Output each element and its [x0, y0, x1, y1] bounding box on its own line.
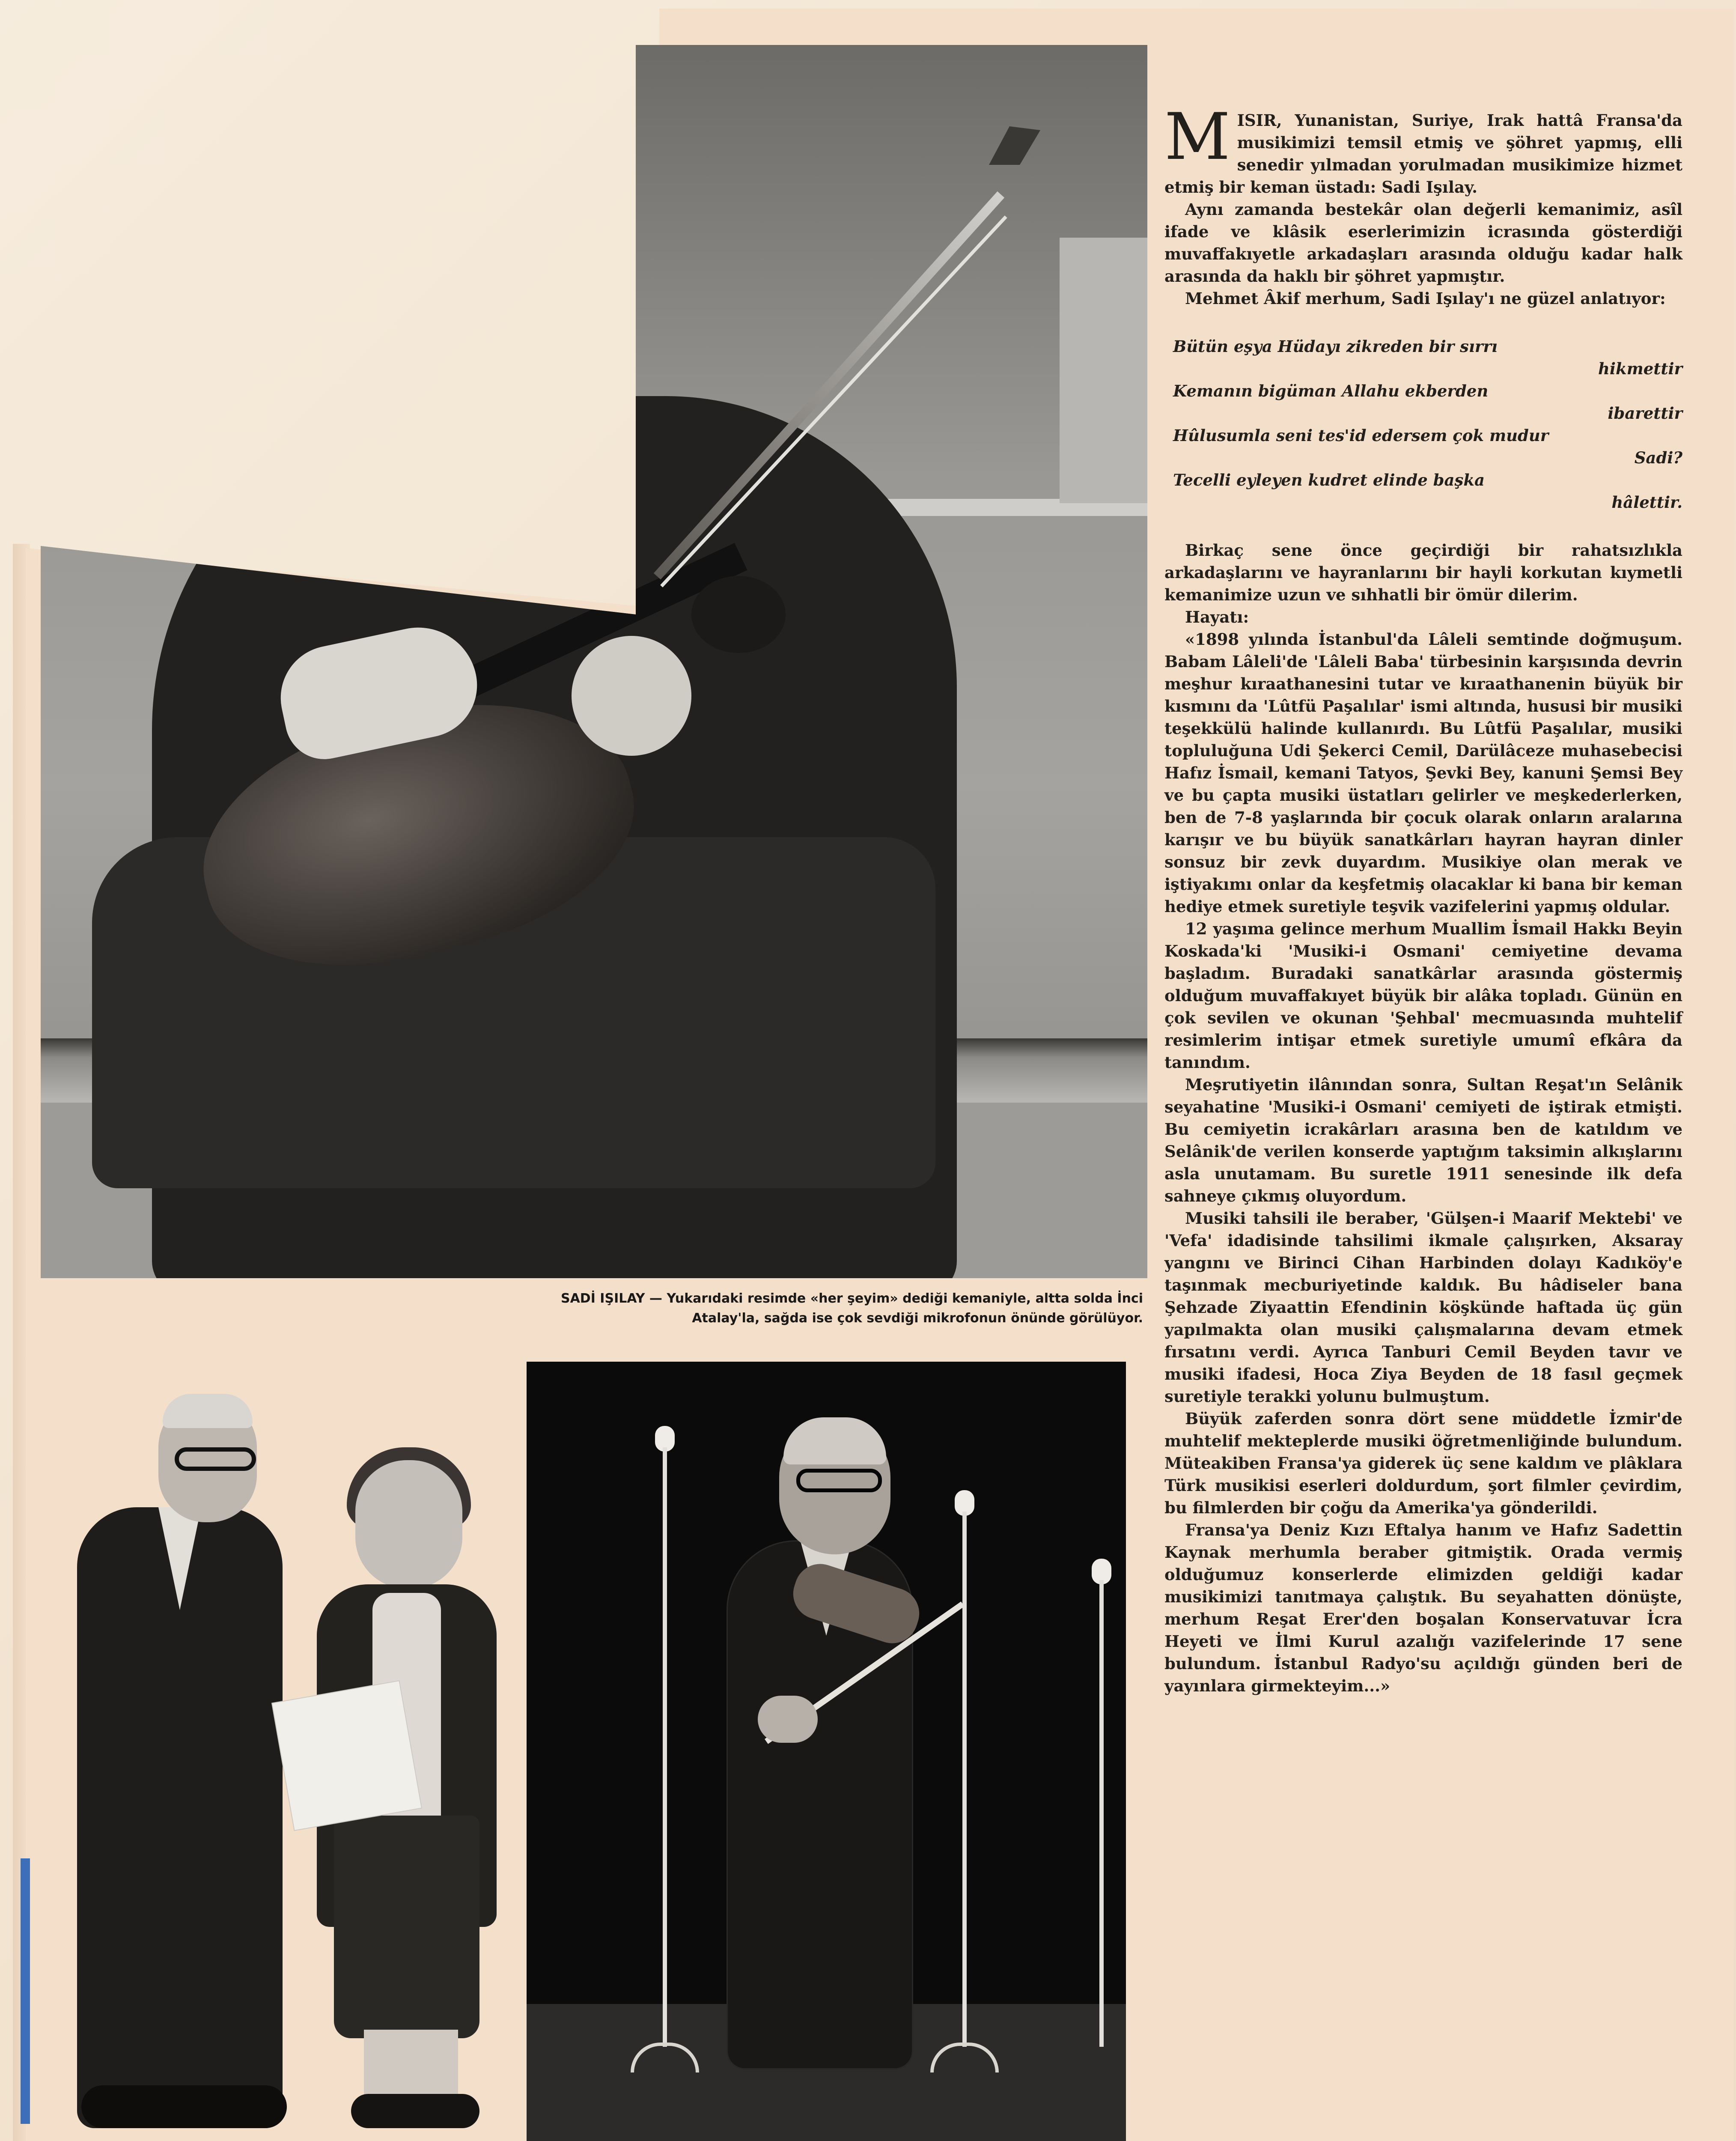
poem-line-3-end: Sadi?: [1634, 448, 1682, 467]
poem-line-2-end: ibarettir: [1608, 404, 1682, 423]
poem-block: [1164, 335, 1682, 513]
held-paper-sheet: [272, 1681, 421, 1830]
intro-text: ISIR, Yunanistan, Suriye, Irak hattâ Fransa'da musikimizi temsil etmiş ve şöhret yapmış, elli senedir yılmadan yorulmadan musikimize hizmet etmiş bir keman üstadı: Sadi Işılay.: [1164, 111, 1682, 197]
paragraph-3: Mehmet Âkif merhum, Sadi Işılay'ı ne güzel anlatıyor:: [1185, 289, 1666, 308]
section-heading: Hayatı:: [1185, 608, 1249, 626]
intro-paragraph: [1164, 100, 1682, 198]
blue-edge-mark: [21, 1858, 30, 2124]
photo-stair-wall: [1060, 238, 1147, 503]
paragraph-2: Aynı zamanda bestekâr olan değerli kemanimiz, asîl ifade ve klâsik eserlerimizin icrasında gösterdiği muvaffakıyetle arkadaşları arasında olduğu kadar halk arasında da haklı bir şöhret yapmıştır.: [1164, 200, 1682, 286]
poem-line-1: Bütün eşya Hüdayı zikreden bir sırrı: [1173, 337, 1498, 356]
violinist-hair: [783, 1417, 886, 1464]
poem-line-1-end: hikmettir: [1598, 359, 1682, 378]
paragraph-5: «1898 yılında İstanbul'da Lâleli semtinde doğmuşum. Babam Lâleli'de 'Lâleli Baba' türbesinin karşısında devrin meşhur kıraathanesini tutar ve kıraathanenin büyük bir kısmını da 'Lûtfü Paşalılar' ismi altında, hususi bir musiki teşekkülü halinde kullanırdı. Bu Lûtfü Paşalılar, musiki topluluğuna Udi Şekerci Cemil, Darülâceze muhasebecisi Hafız İsmail, kemani Tatyos, Şevki Bey, kanuni Şemsi Bey ve bu çapta musiki üstatları gelirler ve meşkederlerken, ben de 7-8 yaşlarında bir çocuk olarak onların aralarına karışır ve bu büyük sanatkârları hayran hayran dinler sonsuz bir zevk duyardım. Musikiye olan merak ve iştiyakımı onlar da keşfetmiş olacaklar ki bana bir keman hediye etmek suretiyle teşvik vazifelerini yapmış oldular.: [1164, 630, 1682, 916]
woman-skirt: [334, 1816, 479, 2038]
poem-line-4-end: hâlettir.: [1611, 493, 1682, 512]
article-text-column: [1164, 100, 1682, 1697]
poem-line-4: Tecelli eyleyen kudret elinde başka: [1173, 471, 1485, 489]
man-glasses: [175, 1447, 256, 1471]
violinist-glasses: [796, 1469, 882, 1492]
woman-head: [355, 1460, 462, 1589]
drop-cap: M: [1164, 100, 1230, 174]
violin-close-up-photo: [41, 45, 1147, 1278]
poem-line-3: Hûlusumla seni tes'id edersem çok mudur: [1173, 426, 1549, 445]
photo-with-inci-atalay: [60, 1302, 505, 2141]
paragraph-4: Birkaç sene önce geçirdiği bir rahatsızlıkla arkadaşlarını ve hayranlarını bir hayli korkutan kıymetli kemanimize uzun ve sıhhatli bir ömür dilerim.: [1164, 541, 1682, 604]
man-hair: [163, 1394, 253, 1428]
paragraph-10: Fransa'ya Deniz Kızı Eftalya hanım ve Hafız Sadettin Kaynak merhumla beraber gitmiştik. Orada vermiş olduğumuz konserlerde elimizden geldiği kadar musikimizi tanıtmaya çalıştık. Bu seyahatten dönüşte, merhum Reşat Erer'den boşalan Konservatuvar İcra Heyeti ve İlmi Kurul azalığı vazifelerinde 17 sene bulundum. İstanbul Radyo'su açıldığı günden beri de yayınlara girmekteyim...»: [1164, 1521, 1682, 1695]
microphone-stand-left: [663, 1447, 667, 2047]
paragraph-9: Büyük zaferden sonra dört sene müddetle İzmir'de muhtelif mekteplerde musiki öğretmenliğinde bulundum. Müteakiben Fransa'ya giderek üç sene kaldım ve plâklara Türk musikisi eserleri doldurdum, şort filmler çevirdim, bu filmlerden bir çoğu da Amerika'ya gönderildi.: [1164, 1409, 1682, 1517]
man-shoes: [81, 2085, 287, 2128]
caption-text: Yukarıdaki resimde «her şeyim» dediği kemaniyle, altta solda İnci Atalay'la, sağda ise çok sevdiği mikrofonun önünde görülüyor.: [667, 1291, 1143, 1326]
paragraph-8: Musiki tahsili ile beraber, 'Gülşen-i Maarif Mektebi' ve 'Vefa' idadisinde tahsilimi ikmale çalışırken, Aksaray yangını ve Birinci Cihan Harbinden dolayı Kadıköy'e taşınmak mecburiyetinde kaldık. Bu hâdiseler bana Şehzade Ziyaattin Efendinin köşkünde haftada üç gün yapılmakta olan musiki çalışmalarına devam etmek fırsatını verdi. Ayrıca Tanburi Cemil Beyden tavır ve musiki ifadesi, Hoca Ziya Beyden de 18 fasıl geçmek suretiyle terakki yolunu bulmuştum.: [1164, 1209, 1682, 1406]
violinist-hand: [758, 1696, 818, 1743]
violinist-microphone-photo: [527, 1362, 1126, 2141]
microphone-stand-right: [1099, 1580, 1104, 2047]
photo-hand-right: [572, 636, 691, 756]
paragraph-7: Meşrutiyetin ilânından sonra, Sultan Reşat'ın Selânik seyahatine 'Musiki-i Osmani' cemiyeti de iştirak etmişti. Bu cemiyetin icrakârları arasına ben de katıldım ve Selânik'de verilen konserde yaptığım taksimin alkışlarını asla unutamam. Bu suretle 1911 senesinde ilk defa sahneye çıkmış oluyordum.: [1164, 1075, 1682, 1205]
violin-scroll: [691, 576, 786, 653]
woman-shoes: [351, 2094, 479, 2128]
microphone-stand-center: [962, 1512, 967, 2047]
caption-name: SADİ IŞILAY —: [560, 1291, 662, 1306]
photo-caption: [514, 1289, 1143, 1349]
paragraph-6: 12 yaşıma gelince merhum Muallim İsmail Hakkı Beyin Koskada'ki 'Musiki-i Osmani' cemiyetine devama başladım. Buradaki sanatkârlar arasında göstermiş olduğum muvaffakıyet büyük bir alâka topladı. Günün en çok sevilen ve okunan 'Şehbal' mecmuasında muhtelif resimlerim intişar etmek suretiyle umumî efkâra da tanındım.: [1164, 919, 1682, 1072]
poem-line-2: Kemanın bigüman Allahu ekberden: [1173, 382, 1489, 400]
